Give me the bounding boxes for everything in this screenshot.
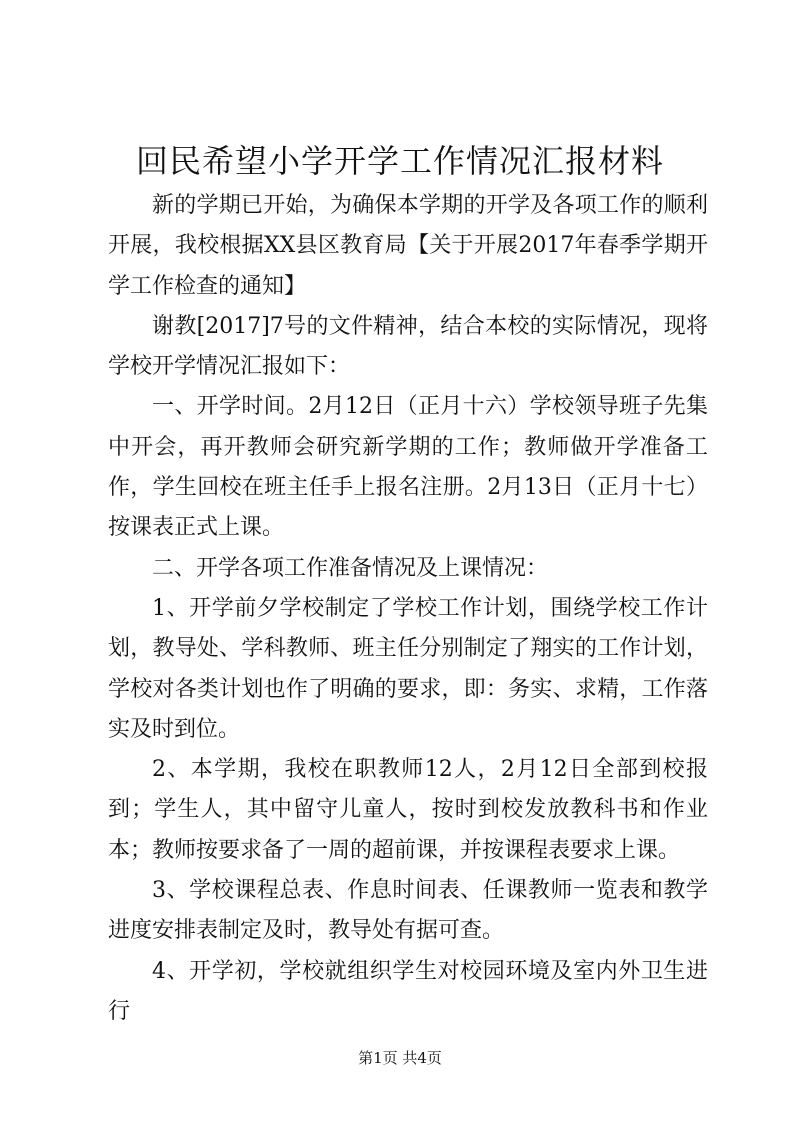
document-body [108, 186, 708, 1032]
paragraph: 3、学校课程总表、作息时间表、任课教师一览表和教学进度安排表制定及时，教导处有据可查。 [108, 878, 708, 944]
paragraph: 1、开学前夕学校制定了学校工作计划，围绕学校工作计划，教导处、学科教师、班主任分别制定了翔实的工作计划，学校对各类计划也作了明确的要求，即：务实、求精，工作落实及时到位。 [108, 595, 708, 742]
paragraph: 二、开学各项工作准备情况及上课情况： [152, 555, 549, 581]
paragraph: 谢教[2017]7号的文件精神，结合本校的实际情况，现将学校开学情况汇报如下： [108, 313, 708, 380]
paragraph: 2、本学期，我校在职教师12人，2月12日全部到校报到；学生人，其中留守儿童人，按时到校发放教科书和作业本；教师按要求备了一周的超前课，并按课程表要求上课。 [108, 757, 708, 863]
page-footer: 第1页 共4页 [358, 1049, 442, 1067]
paragraph: 4、开学初，学校就组织学生对校园环境及室内外卫生进行 [108, 958, 708, 1024]
paragraph: 新的学期已开始，为确保本学期的开学及各项工作的顺利开展，我校根据XX县区教育局【关于开展2017年春季学期开学工作检查的通知】 [108, 193, 708, 299]
document-title: 回民希望小学开学工作情况汇报材料 [135, 142, 664, 180]
paragraph: 一、开学时间。2月12日（正月十六）学校领导班子先集中开会，再开教师会研究新学期的工作；教师做开学准备工作，学生回校在班主任手上报名注册。2月13日（正月十七）按课表正式上课。 [108, 394, 708, 541]
